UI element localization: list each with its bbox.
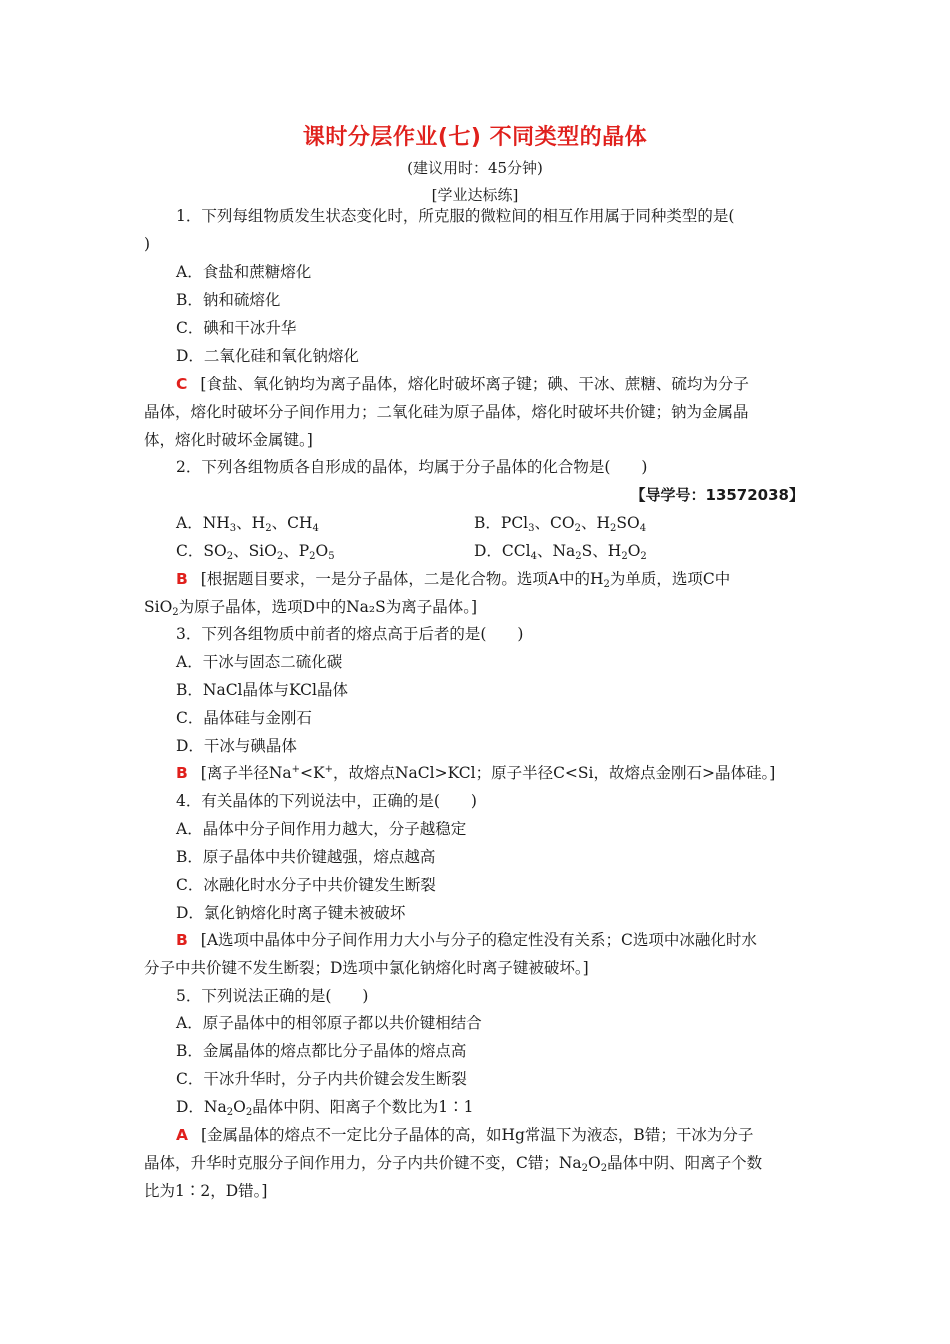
q4-exp-line1: [A选项中晶体中分子间作用力大小与分子的稳定性没有关系；C选项中冰融化时水 [200,931,757,949]
q5-option-d: D．$Na_2O_2$晶体中阴、阳离子个数比为1∶1 [176,1098,474,1118]
q4-option-d: D．氯化钠熔化时离子键未被破坏 [176,904,406,922]
q3-option-a: A．干冰与固态二硫化碳 [176,653,343,671]
q5-stem: 5．下列说法正确的是( ) [176,987,369,1005]
q1-option-a: A．食盐和蔗糖熔化 [176,263,312,281]
q1-exp-line1: [食盐、氧化钠均为离子晶体，熔化时破坏离子键；碘、干冰、蔗糖、硫均为分子 [200,375,749,393]
q2-answer: B [176,570,188,588]
q1-stem: 1．下列每组物质发生状态变化时，所克服的微粒间的相互作用属于同种类型的是( [176,207,735,225]
q4-option-b: B．原子晶体中共价键越强，熔点越高 [176,848,436,866]
q4-option-a: A．晶体中分子间作用力越大，分子越稳定 [176,820,467,838]
q5-exp-line1: [金属晶体的熔点不一定比分子晶体的高，如Hg常温下为液态，B错；干冰为分子 [200,1126,754,1144]
q4-stem: 4．有关晶体的下列说法中，正确的是( ) [176,792,477,810]
q2-option-a: A．$NH_3$、$H_2$、$CH_4$ [176,514,319,534]
q2-exp-line1: [根据题目要求，一是分子晶体，二是化合物。选项A中的$H_2$为单质，选项C中 [200,570,731,590]
q2-explanation [176,569,730,589]
q4-exp-line2: 分子中共价键不发生断裂；D选项中氯化钠熔化时离子键被破坏。] [144,959,589,977]
q3-stem: 3．下列各组物质中前者的熔点高于后者的是( ) [176,625,524,643]
q1-exp-line2: 晶体，熔化时破坏分子间作用力；二氧化硅为原子晶体，熔化时破坏共价键；钠为金属晶 [144,403,749,421]
time-hint: (建议用时：45分钟) [407,159,543,177]
q5-option-b: B．金属晶体的熔点都比分子晶体的熔点高 [176,1042,467,1060]
q2-option-c: C．$SO_2$、SiO$_2$、$P_2O_5$ [176,542,335,562]
q2-option-d: D．CCl$_4$、$Na_2S$、$H_2O_2$ [474,542,647,562]
q3-explanation [176,763,775,783]
q1-explanation [176,374,749,394]
q1-exp-line3: 体，熔化时破坏金属键。] [144,431,313,449]
q5-option-c: C．干冰升华时，分子内共价键会发生断裂 [176,1070,467,1088]
q3-answer: B [176,764,188,782]
q5-answer: A [176,1126,188,1144]
q3-option-d: D．干冰与碘晶体 [176,737,297,755]
q1-option-b: B．钠和硫熔化 [176,291,281,309]
q2-exp-line2: SiO$_2$为原子晶体，选项D中的Na₂S为离子晶体。] [144,598,478,618]
q1-option-d: D．二氧化硅和氧化钠熔化 [176,347,359,365]
q5-exp-line2: 晶体，升华时克服分子间作用力，分子内共价键不变，C错；$Na_2O_2$晶体中阴、阳离子个数 [144,1154,763,1174]
page-title: 课时分层作业(七) 不同类型的晶体 [302,125,648,150]
q5-option-a: A．原子晶体中的相邻原子都以共价键相结合 [176,1014,482,1032]
q3-option-c: C．晶体硅与金刚石 [176,709,312,727]
q2-stem: 2．下列各组物质各自形成的晶体，均属于分子晶体的化合物是( ) [176,458,648,476]
q3-option-b: B．NaCl晶体与KCl晶体 [176,681,348,699]
q4-explanation [176,930,757,950]
q2-option-b: B．PCl$_3$、$CO_2$、$H_2SO_4$ [474,514,647,534]
q1-option-c: C．碘和干冰升华 [176,319,297,337]
q1-answer: C [176,375,188,393]
q5-explanation [176,1125,753,1145]
q4-option-c: C．冰融化时水分子中共价键发生断裂 [176,876,436,894]
q3-exp-line1: [离子半径Na+<K+，故熔点NaCl>KCl；原子半径C<Si，故熔点金刚石>晶体硅。] [200,764,776,782]
section-label: [学业达标练] [431,186,519,204]
q5-exp-line3: 比为1∶2，D错。] [144,1182,268,1200]
q2-guide-number: 【导学号：13572038】 [630,486,804,504]
q1-stem-cont: ) [144,235,151,253]
q4-answer: B [176,931,188,949]
